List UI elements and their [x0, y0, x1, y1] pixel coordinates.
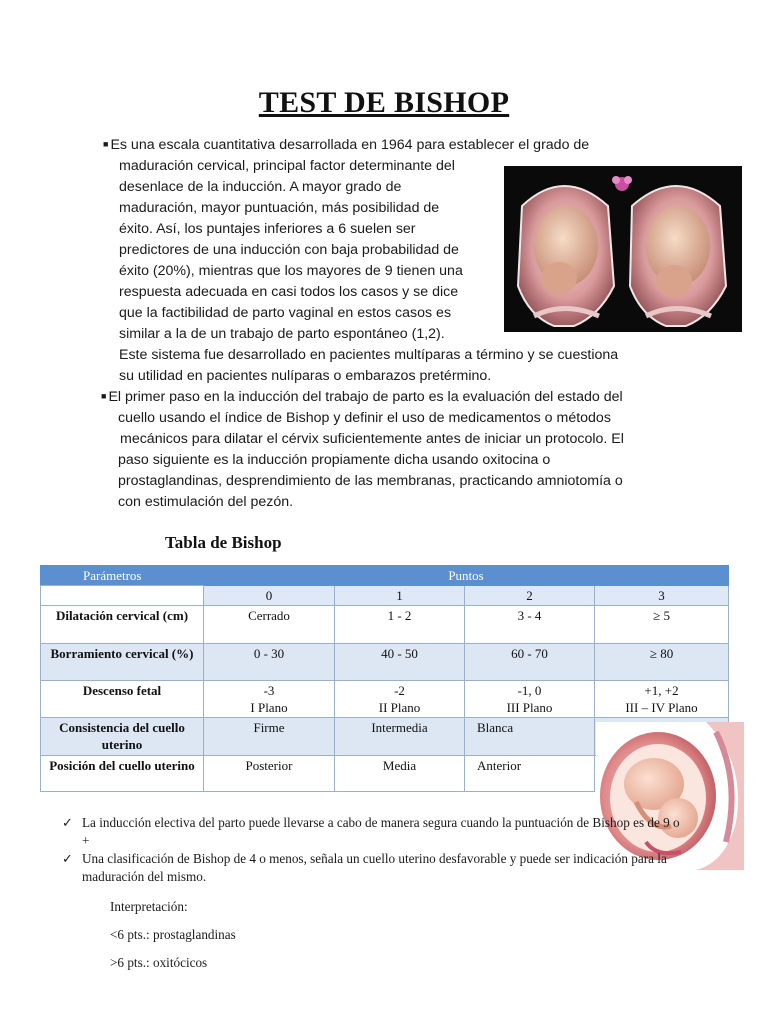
interpretation-label: Interpretación: — [110, 899, 188, 914]
table-cell: Intermedia — [335, 718, 465, 756]
checkmark-icon: ✓ — [62, 851, 74, 866]
header-parametros: Parámetros — [41, 566, 204, 586]
bullet-1-line: respuesta adecuada en casi todos los casos y se dice — [119, 284, 459, 300]
table-cell: +1, +2 III – IV Plano — [595, 681, 729, 718]
points-header-cell: 0 — [204, 586, 335, 606]
param-cell: Descenso fetal — [41, 681, 204, 718]
bullet-1-line: éxito (20%), mientras que los mayores de 9 tienen una — [119, 263, 463, 279]
table-cell: ≥ 5 — [595, 606, 729, 644]
bullet-1-line: ■ Es una escala cuantitativa desarrollada en 1964 para establecer el grado de — [103, 137, 590, 153]
square-bullet-icon: ■ — [103, 139, 109, 149]
bullet-1-line: maduración cervical, principal factor determinante del — [119, 158, 455, 174]
table-cell: 3 - 4 — [465, 606, 595, 644]
points-header-cell: 2 — [465, 586, 595, 606]
table-cell: 1 - 2 — [335, 606, 465, 644]
bullet-1-line: su utilidad en pacientes nulíparas o embarazos pretérmino. — [119, 368, 492, 384]
points-row — [41, 586, 729, 606]
checklist — [62, 814, 682, 886]
table-cell: Posterior — [204, 756, 335, 792]
bullet-1-line: que la factibilidad de parto vaginal en estos casos es — [119, 305, 452, 321]
param-cell: Dilatación cervical (cm) — [41, 606, 204, 644]
bullet-2-line: paso siguiente es la inducción propiamente dicha usando oxitocina o — [118, 452, 551, 468]
table-cell: 0 - 30 — [204, 644, 335, 681]
table-cell: 40 - 50 — [335, 644, 465, 681]
bullet-2-line: cuello usando el índice de Bishop y definir el uso de medicamentos o métodos — [118, 410, 611, 426]
bullet-1-line: similar a la de un trabajo de parto espontáneo (1,2). — [119, 326, 445, 342]
table-cell: 60 - 70 — [465, 644, 595, 681]
table-header-row — [41, 566, 729, 586]
bullet-1-line: Este sistema fue desarrollado en pacientes multíparas a término y se cuestiona — [119, 347, 619, 363]
interpretation-line-1: <6 pts.: prostaglandinas — [110, 927, 236, 942]
checkmark-icon: ✓ — [62, 815, 74, 830]
table-cell: -2 II Plano — [335, 681, 465, 718]
header-puntos: Puntos — [204, 566, 729, 586]
table-row — [41, 606, 729, 644]
bullet-2-line: prostaglandinas, desprendimiento de las membranas, practicando amniotomía o — [118, 473, 623, 489]
table-row — [41, 681, 729, 718]
empty-cell — [41, 586, 204, 606]
interpretation-line-2: >6 pts.: oxitócicos — [110, 955, 208, 970]
table-cell: ≥ 80 — [595, 644, 729, 681]
param-cell: Borramiento cervical (%) — [41, 644, 204, 681]
table-cell: Anterior — [465, 756, 595, 792]
param-cell: Consistencia del cuello uterino — [41, 718, 204, 756]
page-title: TEST DE BISHOP — [258, 86, 510, 119]
list-item: ✓ Una clasificación de Bishop de 4 o menos, señala un cuello uterino desfavorable y puede ser indicación para la maduración del mismo. — [62, 851, 667, 884]
table-row — [41, 644, 729, 681]
bullet-1-line: predictores de una inducción con baja probabilidad de — [119, 242, 459, 258]
points-header-cell: 3 — [595, 586, 729, 606]
bullet-1-line: maduración, mayor puntuación, más posibilidad de — [119, 200, 440, 216]
table-cell: -1, 0 III Plano — [465, 681, 595, 718]
param-cell: Posición del cuello uterino — [41, 756, 204, 792]
uterus-illustration-image — [504, 166, 742, 332]
bullet-2-line: ■ El primer paso en la inducción del trabajo de parto es la evaluación del estado del — [101, 389, 623, 405]
table-cell: -3 I Plano — [204, 681, 335, 718]
points-header-cell: 1 — [335, 586, 465, 606]
list-item: ✓ La inducción electiva del parto puede llevarse a cabo de manera segura cuando la puntuación de Bishop es de 9 o + — [62, 815, 680, 848]
bullet-1-line: desenlace de la inducción. A mayor grado de — [119, 179, 402, 195]
table-title: Tabla de Bishop — [165, 533, 282, 552]
table-cell: Blanca — [465, 718, 595, 756]
table-cell: Media — [335, 756, 465, 792]
table-cell: Firme — [204, 718, 335, 756]
table-cell: Cerrado — [204, 606, 335, 644]
bullet-2-line: con estimulación del pezón. — [118, 494, 294, 510]
bullet-2-line: mecánicos para dilatar el cérvix suficientemente antes de iniciar un protocolo. El — [120, 431, 624, 447]
bullet-1-line: éxito. Así, los puntajes inferiores a 6 suelen ser — [119, 221, 416, 237]
square-bullet-icon: ■ — [101, 391, 107, 401]
